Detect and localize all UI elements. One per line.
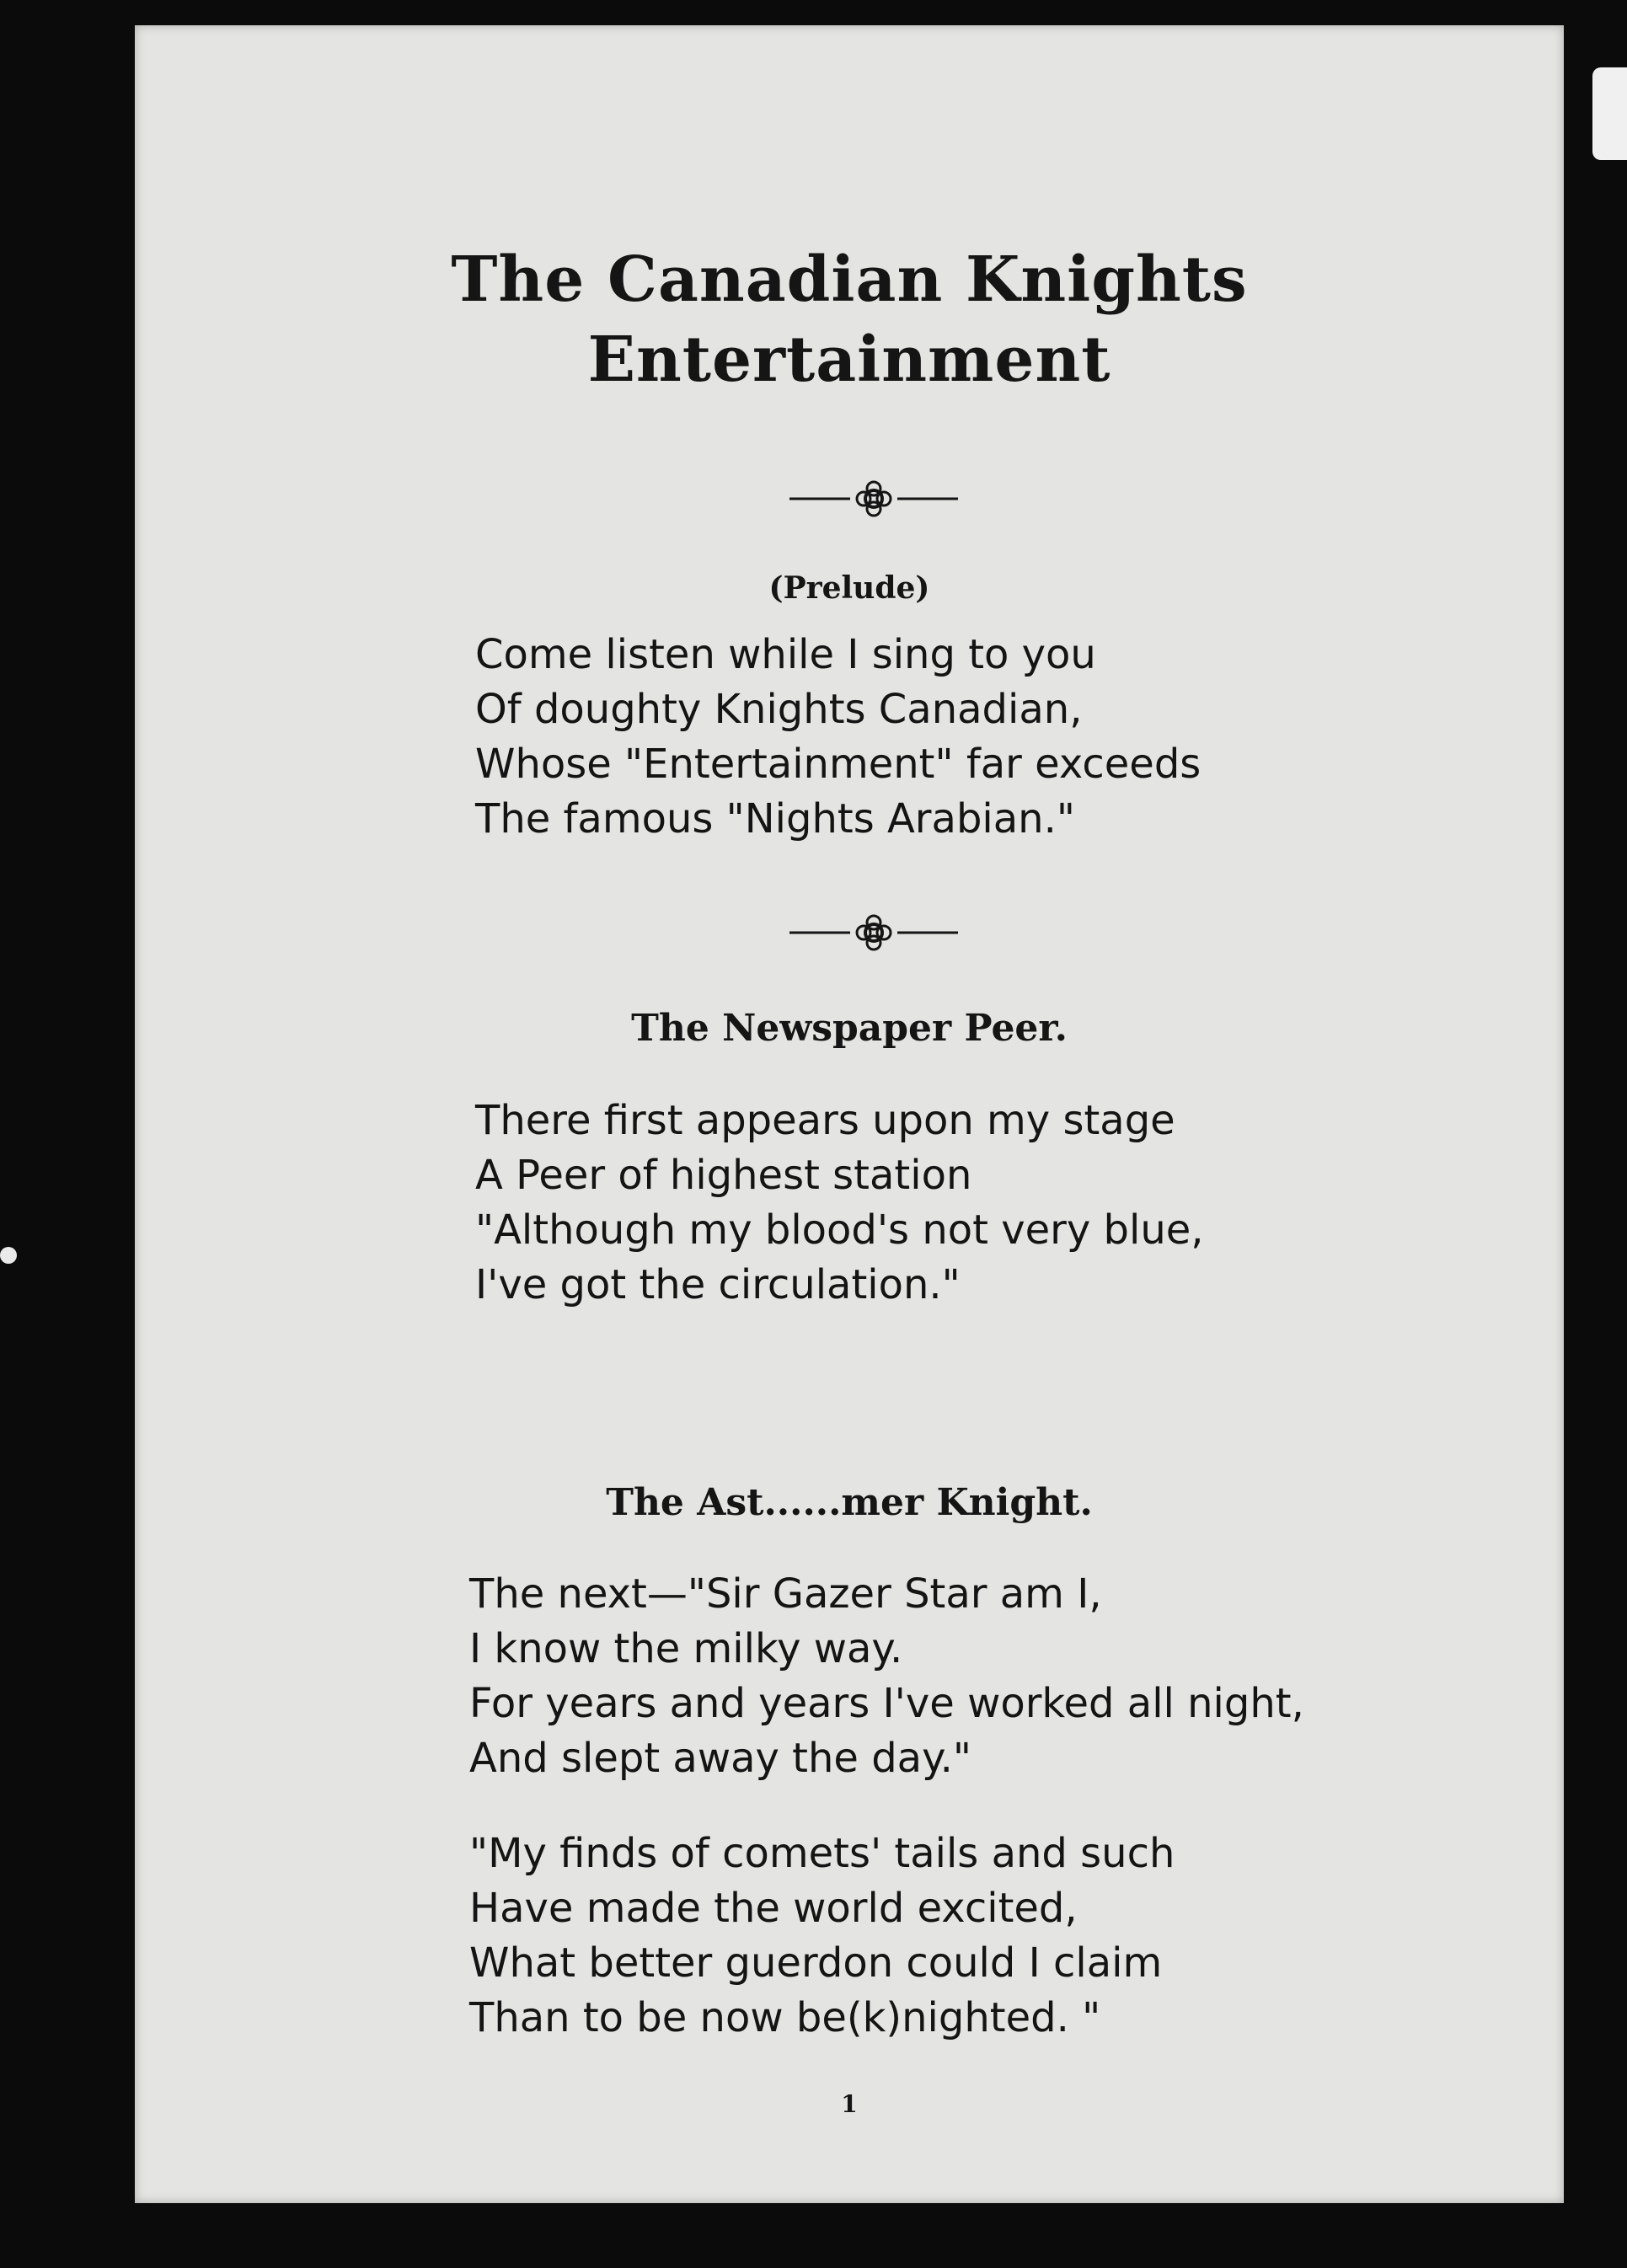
- astronomer-knight-line-2: I know the milky way.: [469, 1625, 903, 1672]
- newspaper-peer-line-2: A Peer of highest station: [475, 1152, 972, 1199]
- astronomer-knight-line-5: "My finds of comets' tails and such: [469, 1830, 1175, 1877]
- newspaper-peer-line-3: "Although my blood's not very blue,: [475, 1206, 1204, 1254]
- newspaper-peer-line-4: I've got the circulation.": [475, 1261, 961, 1308]
- astronomer-knight-line-4: And slept away the day.": [469, 1735, 971, 1782]
- scan-edge-left-mark: [0, 1247, 17, 1264]
- newspaper-peer-heading: The Newspaper Peer.: [631, 1007, 1068, 1050]
- main-title-line-2: Entertainment: [587, 324, 1111, 396]
- ornamental-divider-2: [789, 912, 958, 954]
- page-number: 1: [841, 2090, 858, 2118]
- newspaper-peer-line-1: There first appears upon my stage: [475, 1097, 1175, 1144]
- astronomer-knight-line-6: Have made the world excited,: [469, 1885, 1078, 1932]
- newspaper-peer-stanza: [475, 1094, 1204, 1313]
- main-title-line-1: The Canadian Knights: [451, 243, 1248, 316]
- prelude-label: (Prelude): [768, 570, 930, 606]
- scanned-page: [135, 25, 1564, 2203]
- prelude-line-4: The famous "Nights Arabian.": [475, 795, 1075, 842]
- astronomer-knight-line-8: Than to be now be(k)nighted. ": [469, 1994, 1101, 2041]
- astronomer-knight-line-3: For years and years I've worked all night,: [469, 1680, 1304, 1727]
- prelude-line-3: Whose "Entertainment" far exceeds: [475, 741, 1202, 788]
- astronomer-knight-heading: The Ast......mer Knight.: [606, 1481, 1093, 1524]
- prelude-line-1: Come listen while I sing to you: [475, 631, 1096, 678]
- prelude-line-2: Of doughty Knights Canadian,: [475, 686, 1083, 733]
- prelude-stanza: [475, 628, 1201, 847]
- astronomer-knight-line-7: What better guerdon could I claim: [469, 1939, 1163, 1987]
- ornamental-divider-1: [789, 478, 958, 520]
- page-content: [135, 25, 1564, 2203]
- astronomer-knight-stanza-2: [469, 1827, 1175, 2046]
- astronomer-knight-stanza-1: [469, 1567, 1304, 1786]
- scan-edge-right-mark: [1592, 67, 1627, 160]
- astronomer-knight-line-1: The next—"Sir Gazer Star am I,: [469, 1570, 1102, 1618]
